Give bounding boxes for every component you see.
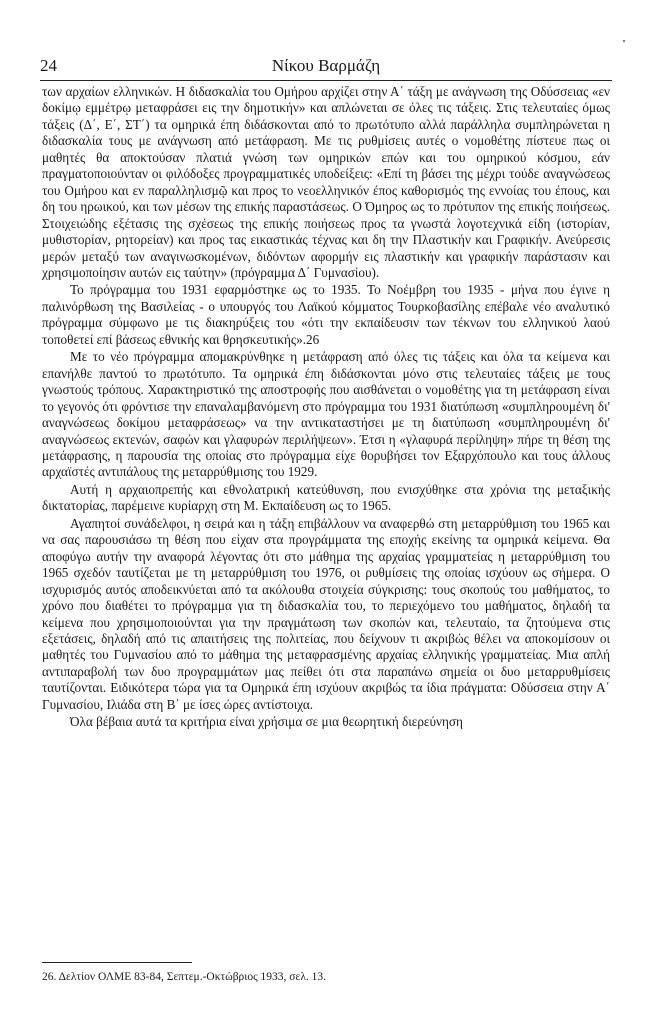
paragraph-3: Με το νέο πρόγραμμα απομακρύνθηκε η μετάφραση από όλες τις τάξεις και όλα τα κείμενα και επανήλθε παντού το πρωτότυπο. Τα ομηρικά έπη διδάσκονται μόνο στις τελευταίες τάξεις με τους γνωστούς τρόπους. Χαρακτηριστικό της αποστροφής που αισθάνεται ο νομοθέτης για τη μετάφραση είναι το γεγονός ότι φρόντισε την επαναλαμβανόμενη στο πρόγραμμα του 1931 διατύπωση «συμπληρουμένη δι' αναγνώσεως δοκίμου μεταφράσεως» να την αντικαταστήσει με τη διατύπωση «συμπληρουμένη δι' αναγνώσεως εκτενών, σαφών και γλαφυρών περιλήψεων». Έτσι η «γλαφυρά περίληψη» πήρε τη θέση της μετάφρασης, η παρουσία της οποίας στο πρόγραμμα είχε θορυβήσει τον Εξαρχόπουλο και τους άλλους αρχαϊστές αντιπάλους της μεταρρύθμισης του 1929. (42, 349, 610, 480)
paragraph-2: Το πρόγραμμα του 1931 εφαρμόστηκε ως το 1935. Το Νοέμβρη του 1935 - μήνα που έγινε η παλινόρθωση της Βασιλείας - ο υπουργός του Λαϊκού κόμματος Τουρκοβασίλης επέβαλε νέο αναλυτικό πρόγραμμα σύμφωνο με τις διακηρύξεις του «ότι την εκπαίδευσιν των τέκνων του ελληνικού λαού τοποθετεί επί βάσεως εθνικής και θρησκευτικής».26 (42, 282, 610, 347)
paragraph-6: Όλα βέβαια αυτά τα κριτήρια είναι χρήσιμα σε μια θεωρητική διερεύνηση (70, 714, 463, 730)
running-head: Νίκου Βαρμάζη (271, 56, 381, 75)
footnote-rule (42, 962, 192, 963)
body-text (42, 84, 610, 732)
page-number: 24 (40, 56, 57, 75)
footnote: 26. Δελτίον ΟΛΜΕ 83-84, Σεπτεμ.-Οκτώβριος 1933, σελ. 13. (42, 971, 327, 983)
paragraph-4: Αυτή η αρχαιοπρεπής και εθνολατρική κατεύθυνση, που ενισχύθηκε στα χρόνια της μεταξικής δικτατορίας, παρέμεινε κυρίαρχη στη Μ. Εκπαίδευση ως το 1965. (42, 481, 610, 514)
paragraph-5: Αγαπητοί συνάδελφοι, η σειρά και η τάξη επιβάλλουν να αναφερθώ στη μεταρρύθμιση του 1965 και να σας παρουσιάσω τη θέση που είχαν στα προγράμματα της εποχής εκείνης τα ομηρικά κείμενα. Θα αποφύγω αυτήν την αναφορά λέγοντας ότι στο μάθημα της αρχαίας γραμματείας η μεταρρύθμιση του 1965 σχεδόν ταυτίζεται με τη μεταρρύθμιση του 1976, οι ρυθμίσεις της οποίας ισχύουν ως σήμερα. Ο ισχυρισμός αυτός αποδεικνύεται από τα ακόλουθα στοιχεία σύγκρισης: τους σκοπούς του μαθήματος, το χρόνο που διαθέτει το πρόγραμμα για τη διδασκαλία του, το περιεχόμενο του μαθήματος, δηλαδή τα κείμενα που χρησιμοποιούνται για την πραγμάτωση των σκοπών και, τελευταίο, τα ζητούμενα στις εξετάσεις, δηλαδή από τις απαιτήσεις της πολιτείας, που δείχνουν τι ακριβώς θέλει να αποκομίσουν οι μαθητές του Γυμνασίου από το μάθημα της μεταφρασμένης αρχαίας ελληνικής γραμματείας. Μια απλή αντιπαραβολή των δυο προγραμμάτων μας πείθει ότι στα παραπάνω σημεία οι δυο μεταρρυθμίσεις ταυτίζονται. Ειδικότερα τώρα για τα Ομηρικά έπη ισχύουν ακριβώς τα ίδια πράγματα: Οδύσσεια στην Α΄ Γυμνασίου, Ιλιάδα στη Β΄ με ίσες ώρες αντίστοιχα. (42, 515, 610, 712)
scan-speck (623, 40, 625, 42)
page-header (40, 56, 612, 78)
header-rule (40, 80, 612, 81)
paragraph-1: των αρχαίων ελληνικών. Η διδασκαλία του Ομήρου αρχίζει στην Α΄ τάξη με ανάγνωση της Οδύσσειας «εν δοκίμῳ εμμέτρῳ μεταφράσει εις την δημοτικήν» και απλώνεται σε όλες τις τάξεις. Στις τελευταίες όμως τάξεις (Δ΄, Ε΄, ΣΤ΄) τα ομηρικά έπη διδάσκονται από το πρωτότυπο αλλά παράλληλα συμπληρώνεται η διδασκαλία τους με ανάγνωση από μετάφραση. Με τις ρυθμίσεις αυτές ο νομοθέτης πίστευε πως οι μαθητές θα αποκτούσαν πλατιά γνώση των ομηρικών επών και του ομηρικού κόσμου, εάν πραγματοποιούνταν οι φιλόδοξες προγραμματικές υποδείξεις: «Επί τη βάσει της μέχρι τούδε αναγνώσεως του Ομήρου και εν παραλληλισμῷ και προς το νεοελληνικόν έπος καθορισμός της εννοίας του έπους, και δη του ηρωικού, και των μέσων της επικής παραστάσεως. Ο Όμηρος ως το πρότυπον της επικής ποιήσεως. Στοιχειώδης εξέτασις της σχέσεως της επικής ποιήσεως προς τα γνωστά λογοτεχνικά είδη (ιστορίαν, μυθιστορίαν, ρητορείαν) και προς τας εικαστικάς τέχνας και δη την Πλαστικήν και Γραφικήν. Ανεύρεσις μερών μεταξύ των αναγινωσκομένων, διδόντων αφορμήν εις πλαστικήν και γραφικήν παράστασιν και χρησιμοποίησιν αυτών εις ταύτην» (πρόγραμμα Δ΄ Γυμνασίου). (42, 84, 610, 280)
